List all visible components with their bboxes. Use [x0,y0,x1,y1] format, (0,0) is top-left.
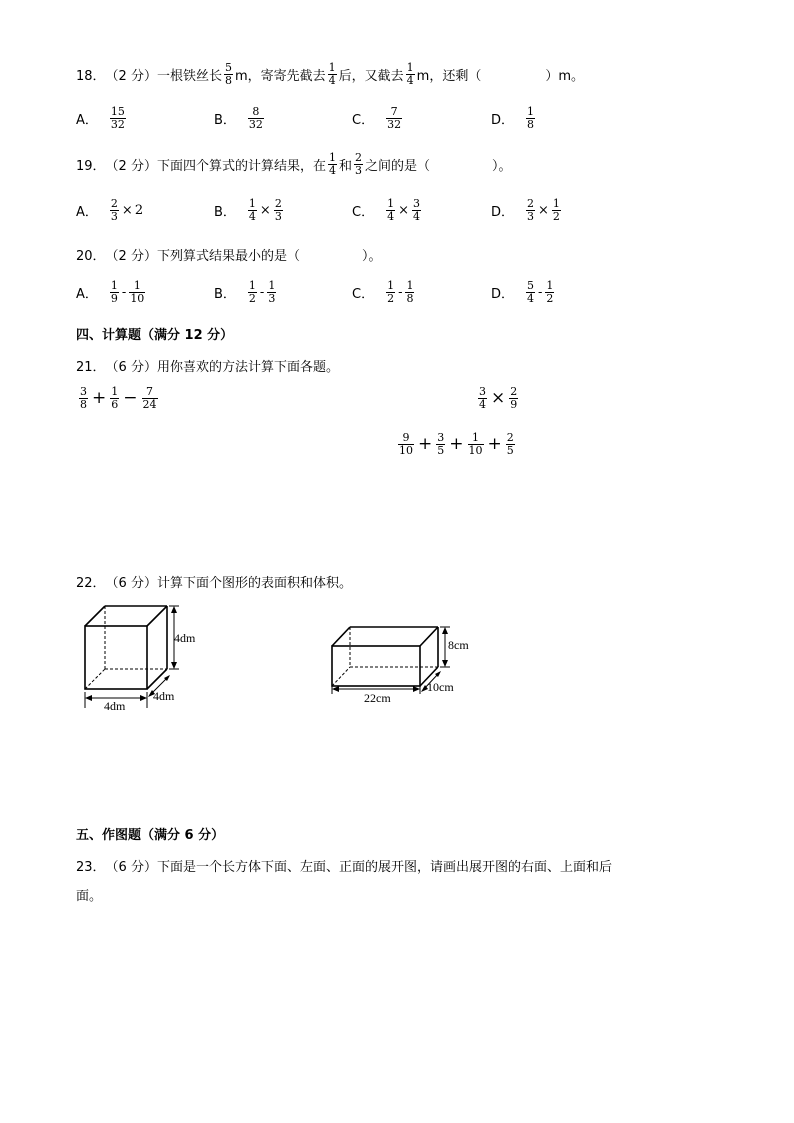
cube-height-label: 4dm [174,631,196,645]
denominator: 8 [527,117,535,131]
stem-text: 下面是一个长方体下面、左面、正面的展开图，请画出展开图的右面、上面和后 [156,860,612,875]
option-label: A． [76,204,98,220]
denominator: 4 [328,163,336,177]
numerator: 1 [387,279,395,292]
stem-text: 下列算式结果最小的是（ [156,249,300,264]
fraction [526,198,535,222]
numerator: 1 [111,385,119,398]
numerator: 1 [406,279,414,292]
option-label: C． [352,286,375,302]
option-label: C． [352,112,375,128]
denominator: 2 [546,291,554,305]
option-label: B． [214,112,236,128]
option-label: A． [76,286,98,302]
fraction [354,152,363,176]
question-score: （6 分） [105,860,157,875]
cuboid-depth-label: 10cm [427,680,454,694]
question-score: （6 分） [105,576,157,591]
option-b[interactable] [214,280,278,304]
section-heading: 五、作图题（满分 6 分） [76,828,225,843]
denominator: 4 [328,73,336,87]
cube-depth-label: 4dm [153,689,175,703]
fraction [328,62,337,86]
question-number: 22． [76,576,106,591]
operator: - [121,284,127,300]
fraction [468,432,484,456]
option-d[interactable] [491,198,563,222]
fraction [405,280,414,304]
question-score: （6 分） [105,360,157,375]
option-label: A． [76,112,98,128]
fraction [129,280,145,304]
fraction [110,280,119,304]
cuboid-width-label: 22cm [364,691,391,705]
stem-text: ）m。 [545,68,584,84]
operator: + [418,434,433,455]
fraction [248,106,264,130]
fraction [274,198,283,222]
fraction [267,280,276,304]
denominator: 10 [399,443,413,457]
option-label: C． [352,204,375,220]
operator: × [398,202,409,218]
numerator: 2 [274,197,282,210]
fraction [406,62,415,86]
denominator: 32 [248,117,263,131]
cube-diagram [78,600,208,715]
stem-text: 计算下面个图形的表面积和体积。 [156,576,352,591]
numerator: 5 [527,279,535,292]
option-d[interactable] [491,280,556,304]
stem-text: 之间的是（ [364,158,430,174]
expression-3 [396,432,517,456]
operator: × [259,202,271,218]
denominator: 9 [510,397,518,411]
denominator: 4 [387,209,395,223]
option-c[interactable] [352,106,404,130]
numerator: 1 [133,279,141,292]
numerator: 1 [248,279,256,292]
numerator: 1 [328,61,336,74]
fraction [110,198,119,222]
numerator: 1 [268,279,276,292]
fraction [386,106,402,130]
fraction [79,386,88,410]
fraction [478,386,487,410]
option-b[interactable] [214,106,266,130]
cuboid-height-label: 8cm [448,638,469,652]
option-a[interactable] [76,198,144,222]
option-a[interactable] [76,280,147,304]
fraction [110,386,119,410]
operator: - [398,284,403,300]
fraction [224,62,233,86]
numerator: 7 [390,105,398,118]
denominator: 4 [412,209,420,223]
option-c[interactable] [352,198,423,222]
stem-text: m，还剩（ [416,68,482,84]
question-18-stem [76,62,584,86]
denominator: 8 [80,397,87,411]
denominator: 4 [527,291,535,305]
denominator: 9 [110,291,118,305]
stem-text: 用你喜欢的方法计算下面各题。 [156,360,339,375]
stem-text: ）。 [361,249,382,264]
fraction [248,280,257,304]
question-21-stem [76,356,339,375]
question-number: 23． [76,860,106,875]
denominator: 6 [111,397,119,411]
denominator: 10 [130,291,145,305]
denominator: 2 [387,291,395,305]
option-label: D． [491,286,515,302]
fraction [526,106,535,130]
numerator: 1 [472,431,479,444]
denominator: 32 [387,117,402,131]
numerator: 9 [402,431,410,444]
denominator: 8 [406,291,414,305]
stem-text: 和 [338,158,352,174]
numerator: 8 [252,105,260,118]
expression-1 [77,386,160,410]
question-score: （2 分） [105,249,157,264]
denominator: 32 [110,117,125,131]
numerator: 5 [224,61,232,74]
fraction [545,280,554,304]
operator: × [121,202,133,218]
operator: × [538,202,549,218]
denominator: 3 [274,209,282,223]
operator: + [487,434,502,455]
fraction [110,106,126,130]
fraction [552,198,561,222]
numerator: 1 [387,197,395,210]
denominator: 2 [248,291,256,305]
option-label: B． [214,286,236,302]
question-19-stem [76,152,512,176]
denominator: 4 [479,397,486,411]
numerator: 1 [527,105,535,118]
denominator: 2 [552,209,560,223]
numerator: 3 [437,431,445,444]
stem-text: 后，又截去 [338,68,404,84]
question-23-stem [76,856,612,875]
operand: 2 [134,202,144,218]
question-20-stem [76,245,381,264]
numerator: 2 [510,385,518,398]
operator: + [449,434,464,455]
stem-text: m，寄寄先截去 [234,68,326,84]
fraction [386,280,395,304]
fraction [386,198,395,222]
numerator: 3 [479,385,486,398]
option-b[interactable] [214,198,285,222]
fraction [248,198,257,222]
option-d[interactable] [491,106,537,130]
denominator: 8 [224,73,232,87]
option-a[interactable] [76,106,128,130]
fraction [412,198,421,222]
numerator: 2 [354,151,362,164]
fraction [142,386,158,410]
option-label: D． [491,204,515,220]
stem-text: 一根铁丝长 [156,68,222,84]
stem-text: ）。 [492,158,512,174]
operator: - [538,284,543,300]
section-heading: 四、计算题（满分 12 分） [76,328,234,343]
denominator: 3 [527,209,535,223]
numerator: 2 [110,197,118,210]
fraction [509,386,518,410]
numerator: 1 [328,151,336,164]
numerator: 1 [110,279,118,292]
operator: + [92,388,107,409]
option-label: B． [214,204,236,220]
denominator: 24 [142,397,157,411]
question-score: （2 分） [105,68,157,84]
denominator: 5 [437,443,445,457]
numerator: 1 [546,279,554,292]
operator: - [259,284,265,300]
numerator: 3 [412,197,420,210]
numerator: 15 [110,105,125,118]
denominator: 3 [268,291,276,305]
stem-text: 下面四个算式的计算结果，在 [156,158,326,174]
question-23-stem-continued: 面。 [76,889,103,904]
denominator: 3 [354,163,362,177]
numerator: 7 [146,385,153,398]
numerator: 2 [527,197,535,210]
denominator: 5 [506,443,514,457]
question-score: （2 分） [105,158,157,174]
fraction [328,152,337,176]
denominator: 10 [468,443,483,457]
denominator: 4 [406,73,414,87]
question-number: 20． [76,249,106,264]
fraction [526,280,535,304]
cube-width-label: 4dm [104,699,126,713]
fraction [506,432,515,456]
question-number: 19． [76,158,106,174]
denominator: 3 [110,209,118,223]
denominator: 4 [248,209,256,223]
question-number: 21． [76,360,106,375]
numerator: 1 [406,61,414,74]
question-22-stem [76,572,352,591]
option-c[interactable] [352,280,416,304]
numerator: 1 [248,197,256,210]
fraction [436,432,445,456]
option-label: D． [491,112,515,128]
numerator: 2 [506,431,514,444]
numerator: 3 [80,385,87,398]
question-number: 18． [76,68,106,84]
fraction [398,432,414,456]
expression-2 [476,386,520,410]
operator: × [491,388,506,409]
numerator: 1 [552,197,560,210]
operator: − [123,388,138,409]
cuboid-diagram [326,622,481,712]
